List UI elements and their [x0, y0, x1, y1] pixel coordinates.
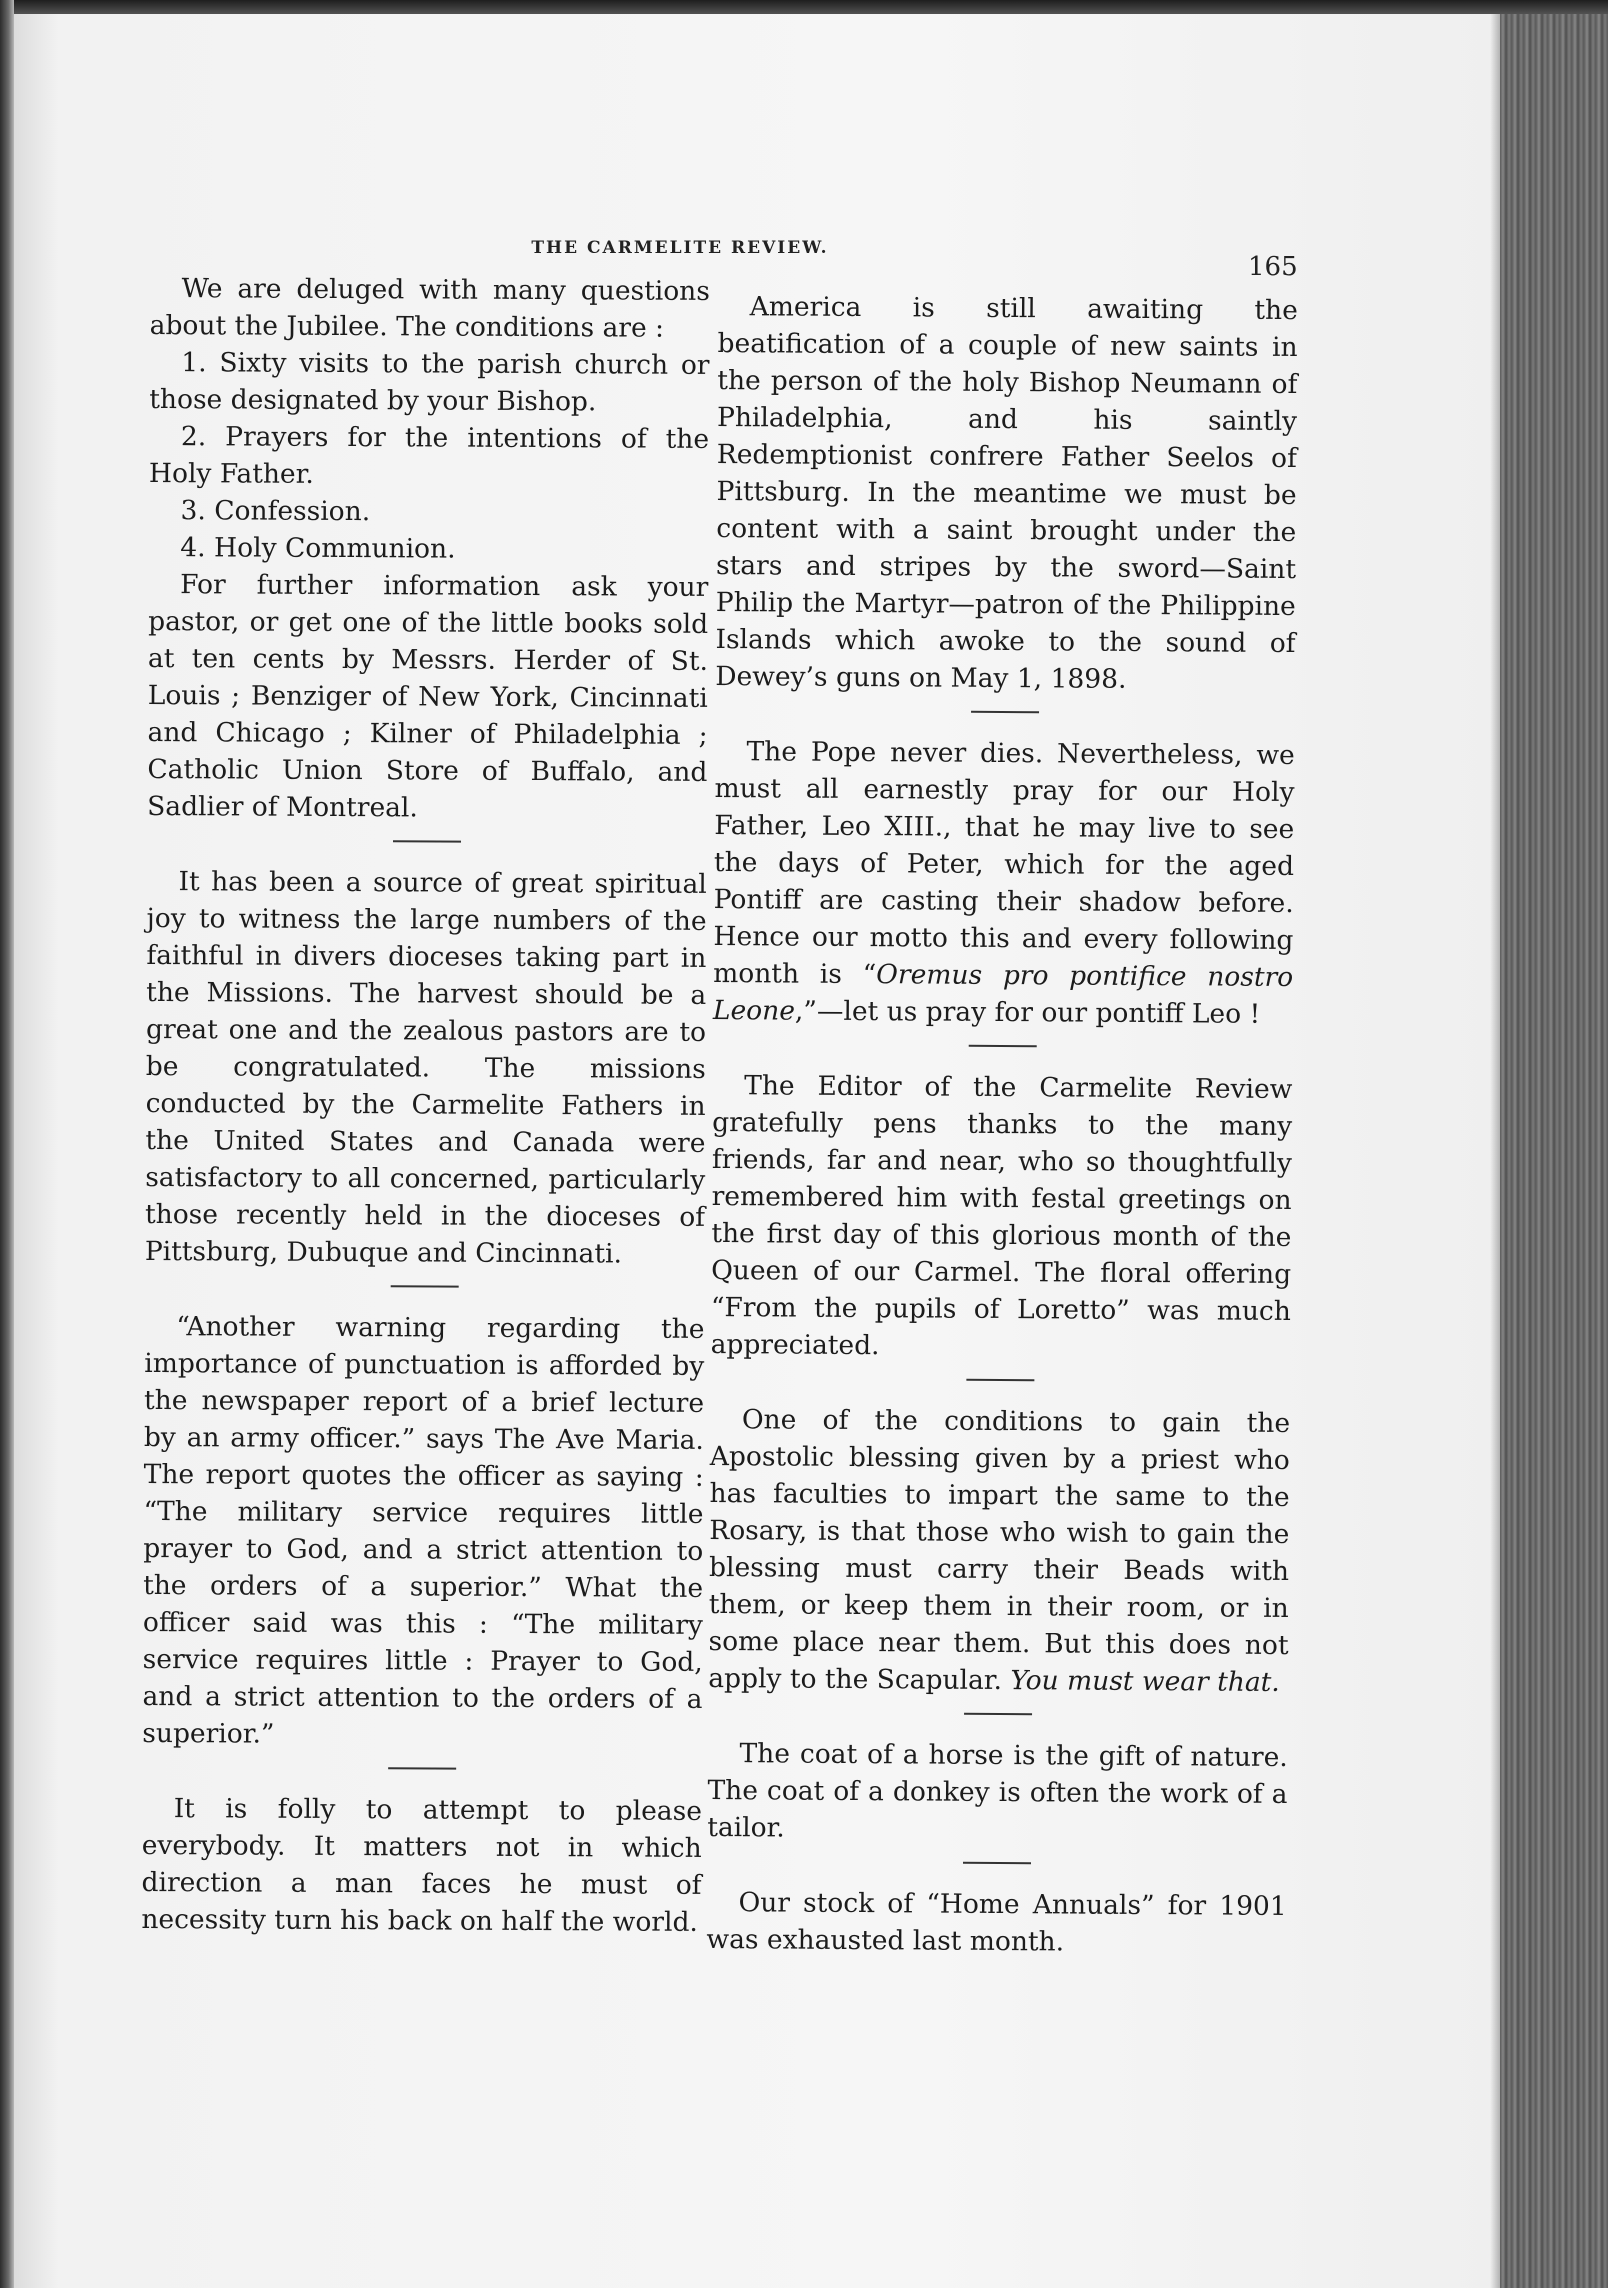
condition-number: 2.: [180, 421, 207, 453]
jubilee-intro: We are deluged with many questions about the Jubilee. The conditions are :: [149, 273, 710, 344]
condition-text: Holy Communion.: [213, 532, 456, 565]
editor-paragraph: The Editor of the Carmelite Review gratefully pens thanks to the many friends, far and near, who so thoughtfully remembered him with festal greetings on the first day of this glorious month of the Queen of our Carmel. The floral offering “From the pupils of Loretto” was much appreciated.: [710, 1070, 1293, 1362]
latin-motto: Oremus pro pontifice nostro Leone: [712, 959, 1294, 1027]
condition-text: Sixty visits to the parish church or those designated by your Bishop.: [149, 347, 710, 418]
scapular-note: You must wear that.: [1010, 1665, 1280, 1698]
jubilee-condition: [149, 344, 709, 421]
folly-paragraph: It is folly to attempt to please everybody. It matters not in which direction a man faces he must of necessity turn his back on half the world.: [141, 1793, 703, 1938]
pope-paragraph: [713, 733, 1295, 1033]
running-title: THE CARMELITE REVIEW.: [531, 238, 829, 258]
condition-number: 4.: [180, 532, 206, 564]
section-divider: [393, 840, 461, 842]
horse-paragraph: The coat of a horse is the gift of nature. The coat of a donkey is often the work of a tailor.: [707, 1738, 1288, 1844]
section-divider: [966, 1379, 1034, 1381]
section-divider: [391, 1285, 459, 1287]
annuals-paragraph: Our stock of “Home Annuals” for 1901 was exhausted last month.: [706, 1887, 1287, 1958]
section-divider: [971, 711, 1039, 713]
section-divider: [388, 1767, 456, 1769]
jubilee-condition: [148, 529, 708, 569]
right-column: [706, 288, 1298, 1962]
punctuation-paragraph: “Another warning regarding the importance of punctuation is afforded by the newspaper report of a brief lecture by an army officer.” says The Ave Maria. The report quotes the officer as saying : “The military service requires little prayer to God, and a strict attention to the orders of a superior.” What the officer said was this : “The military service requires little : Prayer to God, and a strict attention to the orders of a superior.”: [142, 1311, 705, 1750]
condition-number: 1.: [181, 347, 207, 379]
pope-text-end: ,”—let us pray for our pontiff Leo !: [794, 995, 1261, 1030]
condition-text: Confession.: [214, 495, 371, 528]
jubilee-condition: [149, 418, 709, 495]
page-number: 165: [1248, 252, 1298, 282]
jubilee-condition: [149, 492, 709, 532]
jubilee-info: For further information ask your pastor, or get one of the little books sold at ten cents by Messrs. Herder of St. Louis ; Benziger of New York, Cincinnati and Chicago ; Kilner of Philadelphia ; Catholic Union Store of Buffalo, and Sadlier of Montreal.: [147, 569, 709, 824]
left-column: [141, 270, 710, 1941]
condition-text: Prayers for the intentions of the Holy Father.: [148, 421, 710, 490]
section-divider: [963, 1862, 1031, 1864]
pope-text: The Pope never dies. Nevertheless, we must all earnestly pray for our Holy Father, Leo XIII., that he may live to see the days of Peter, which for the aged Pontiff are casting their shadow before. Hence our motto this and every following month is “: [713, 736, 1295, 991]
book-page-edges: [1500, 14, 1608, 2288]
scan-left-border: [0, 0, 14, 2288]
condition-number: 3.: [180, 495, 206, 527]
blessing-text: One of the conditions to gain the Apostolic blessing given by a priest who has faculties to impart the same to the Rosary, is that those who wish to gain the blessing must carry their Beads with them, or keep them in their room, or in some place near them. But this does not apply to the Scapular.: [708, 1404, 1291, 1697]
section-divider: [964, 1713, 1032, 1715]
saints-paragraph: America is still awaiting the beatification of a couple of new saints in the person of the holy Bishop Neumann of Philadelphia, and his saintly Redemptionist confrere Father Seelos of Pittsburg. In the meantime we must be content with a saint brought under the stars and stripes by the sword—Saint Philip the Martyr—patron of the Philippine Islands which awoke to the sound of Dewey’s guns on May 1, 1898.: [715, 291, 1298, 695]
missions-paragraph: It has been a source of great spiritual joy to witness the large numbers of the faithful in divers dioceses taking part in the Missions. The harvest should be a great one and the zealous pastors are to be congratulated. The missions conducted by the Carmelite Fathers in the United States and Canada were satisfactory to all concerned, particularly those recently held in the dioceses of Pittsburg, Dubuque and Cincinnati.: [144, 866, 707, 1270]
blessing-paragraph: [708, 1401, 1290, 1701]
section-divider: [969, 1045, 1037, 1047]
